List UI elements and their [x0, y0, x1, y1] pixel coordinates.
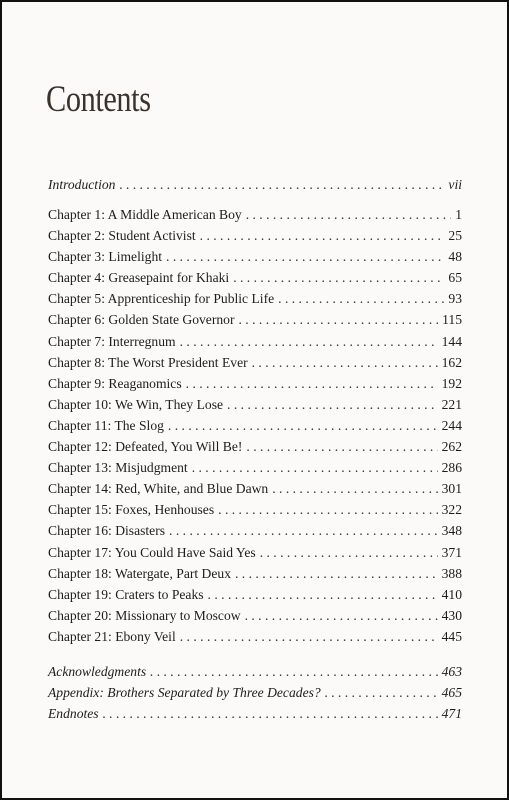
toc-entry-page: 1: [455, 207, 462, 222]
toc-entry-chapter-21: [48, 626, 462, 647]
toc-entry-label: Chapter 16: Disasters: [48, 523, 166, 539]
dot-leader: [260, 542, 438, 563]
dot-leader: [235, 563, 438, 584]
toc-entry-label: Chapter 18: Watergate, Part Deux: [48, 565, 231, 581]
dot-leader: [192, 457, 438, 478]
dot-leader: [278, 288, 444, 309]
dot-leader: [166, 246, 444, 267]
dot-leader: [169, 520, 438, 541]
toc-entry-label: Chapter 20: Missionary to Moscow: [48, 607, 241, 623]
toc-entry-chapter-14: [48, 478, 462, 499]
toc-entry-chapter-8: [48, 352, 462, 373]
toc-entry-label: Chapter 10: We Win, They Lose: [48, 396, 224, 412]
dot-leader: [246, 204, 452, 225]
toc-entry-label: Chapter 19: Craters to Peaks: [48, 586, 204, 602]
toc-entry-chapter-6: [48, 309, 462, 330]
dot-leader: [208, 584, 438, 605]
toc-entry-page: 25: [448, 228, 462, 244]
toc-entry-introduction: [48, 174, 462, 195]
toc-entry-page: 471: [441, 706, 462, 722]
dot-leader: [272, 478, 437, 499]
toc-entry-label: Chapter 8: The Worst President Ever: [48, 354, 248, 370]
toc-entry-label: Chapter 12: Defeated, You Will Be!: [48, 439, 243, 455]
toc-entry-label: Chapter 17: You Could Have Said Yes: [48, 544, 256, 560]
toc-entry-chapter-17: [48, 542, 462, 563]
toc-entry-chapter-2: [48, 225, 462, 246]
toc-entry-chapter-1: [48, 204, 462, 225]
dot-leader: [252, 352, 438, 373]
toc-entry-label: Chapter 14: Red, White, and Blue Dawn: [48, 481, 269, 497]
toc-entry-page: 388: [441, 565, 462, 581]
toc-entry-label: Chapter 7: Interregnum: [48, 333, 176, 349]
page-title: Contents: [46, 79, 151, 120]
toc-entry-chapter-5: [48, 288, 462, 309]
dot-leader: [233, 267, 444, 288]
toc-entry-chapter-9: [48, 373, 462, 394]
dot-leader: [180, 331, 438, 352]
toc-entry-chapter-15: [48, 499, 462, 520]
dot-leader: [186, 373, 438, 394]
chapter-list: [48, 204, 462, 647]
toc-entry-chapter-16: [48, 520, 462, 541]
toc-entry-chapter-19: [48, 584, 462, 605]
toc-entry-page: 445: [441, 628, 462, 644]
dot-leader: [150, 661, 437, 682]
toc-entry-page: 286: [441, 460, 462, 476]
toc-entry-label: Endnotes: [48, 706, 99, 722]
toc-entry-page: 322: [441, 502, 462, 518]
dot-leader: [168, 415, 438, 436]
toc-entry-label: Chapter 4: Greasepaint for Khaki: [48, 270, 230, 286]
toc-entry-page: 162: [441, 354, 462, 370]
toc-entry-page: vii: [448, 177, 462, 192]
toc-entry-page: 348: [441, 523, 462, 539]
toc-entry-chapter-7: [48, 331, 462, 352]
toc-entry-chapter-18: [48, 563, 462, 584]
toc-entry-page: 93: [448, 291, 462, 307]
toc-entry-label: Chapter 1: A Middle American Boy: [48, 207, 242, 222]
toc-entry-label: Chapter 2: Student Activist: [48, 228, 196, 244]
toc-entry-label: Chapter 13: Misjudgment: [48, 460, 188, 476]
dot-leader: [227, 394, 438, 415]
toc-entry-page: 262: [441, 439, 462, 455]
dot-leader: [245, 605, 438, 626]
front-matter-list: [48, 174, 462, 195]
toc-entry-endnotes: [48, 703, 462, 724]
dot-leader: [239, 309, 439, 330]
dot-leader: [325, 682, 438, 703]
toc-entry-appendix: [48, 682, 462, 703]
dot-leader: [200, 225, 445, 246]
toc-entry-label: Chapter 9: Reaganomics: [48, 375, 182, 391]
dot-leader: [246, 436, 437, 457]
toc-entry-label: Chapter 21: Ebony Veil: [48, 628, 176, 644]
toc-entry-page: 301: [441, 481, 462, 497]
toc-entry-chapter-3: [48, 246, 462, 267]
toc-entry-label: Chapter 15: Foxes, Henhouses: [48, 502, 215, 518]
toc-entry-chapter-11: [48, 415, 462, 436]
back-matter-list: [48, 661, 462, 724]
toc-entry-label: Chapter 5: Apprenticeship for Public Life: [48, 291, 275, 307]
toc-entry-page: 48: [448, 249, 462, 265]
toc-entry-label: Chapter 11: The Slog: [48, 417, 164, 433]
toc-entry-page: 192: [441, 375, 462, 391]
toc-entry-page: 144: [441, 333, 462, 349]
toc-entry-page: 410: [441, 586, 462, 602]
toc-entry-page: 430: [441, 607, 462, 623]
dot-leader: [119, 174, 444, 195]
toc-entry-acknowledgments: [48, 661, 462, 682]
toc-entry-page: 221: [441, 396, 462, 412]
toc-entry-chapter-13: [48, 457, 462, 478]
toc-entry-chapter-10: [48, 394, 462, 415]
toc-entry-label: Appendix: Brothers Separated by Three Decades?: [48, 685, 321, 701]
toc-entry-page: 463: [441, 664, 462, 679]
toc-entry-chapter-4: [48, 267, 462, 288]
toc-entry-page: 371: [441, 544, 462, 560]
toc-entry-label: Chapter 3: Limelight: [48, 249, 163, 265]
toc-entry-page: 244: [441, 417, 462, 433]
toc-entry-page: 465: [441, 685, 462, 701]
dot-leader: [103, 703, 438, 724]
toc-entry-label: Chapter 6: Golden State Governor: [48, 312, 235, 328]
toc-entry-label: Introduction: [48, 177, 116, 192]
toc-entry-chapter-12: [48, 436, 462, 457]
dot-leader: [218, 499, 437, 520]
toc-entry-page: 115: [442, 312, 462, 328]
toc-entry-page: 65: [448, 270, 462, 286]
dot-leader: [180, 626, 438, 647]
toc-entry-label: Acknowledgments: [48, 664, 147, 679]
toc-entry-chapter-20: [48, 605, 462, 626]
